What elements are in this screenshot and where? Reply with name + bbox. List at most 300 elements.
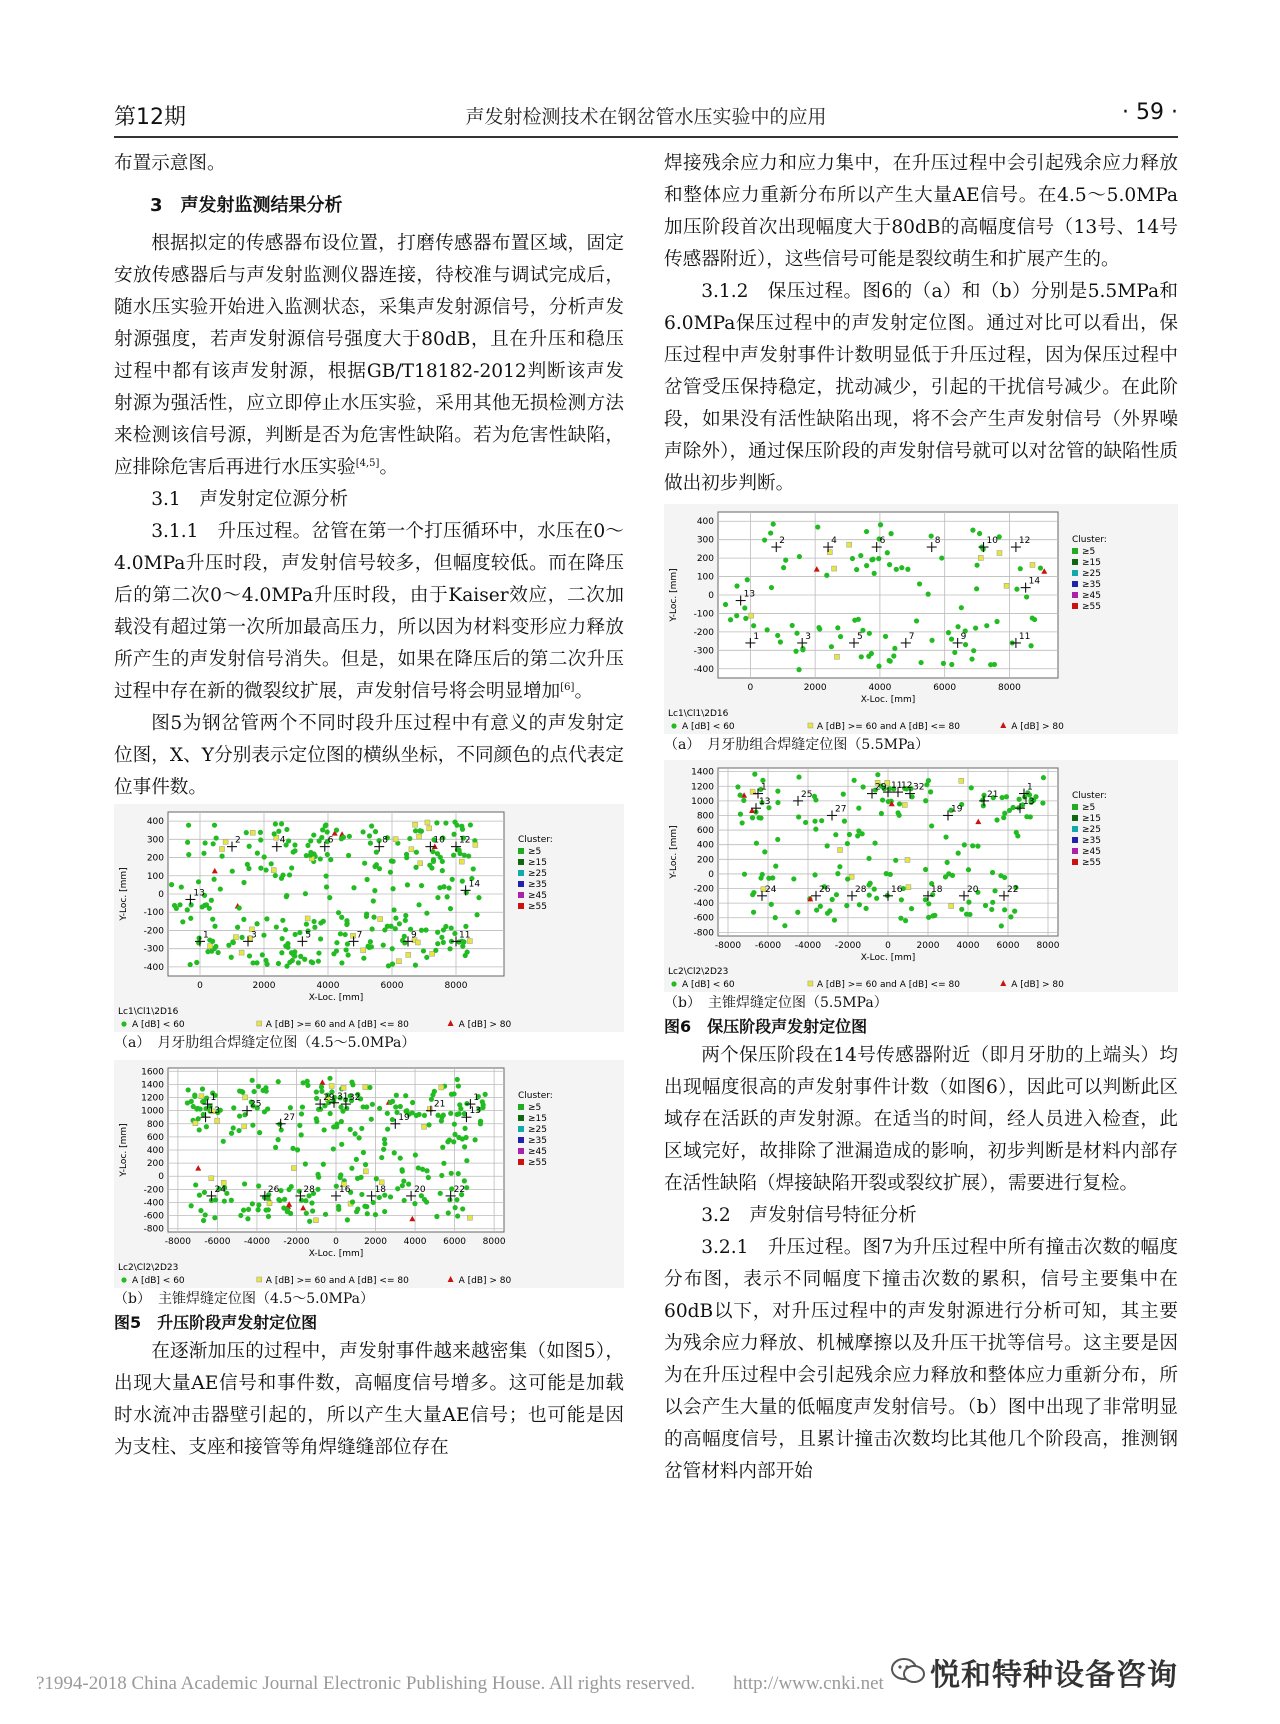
data-point-low (210, 939, 215, 944)
data-point-low (447, 946, 452, 951)
data-point-low (813, 827, 818, 832)
data-point-low (377, 1106, 382, 1111)
x-tick-label: -4000 (243, 1237, 271, 1247)
data-point-low (197, 1127, 202, 1132)
data-point-low (196, 1116, 201, 1121)
data-point-low (460, 879, 465, 884)
figure-5-title: 图5 升压阶段声发射定位图 (114, 1313, 318, 1332)
data-point-mid (208, 944, 213, 949)
sensor-label: 10 (433, 835, 445, 846)
data-point-low (1038, 565, 1043, 570)
data-point-low (273, 821, 278, 826)
data-point-low (858, 553, 863, 558)
data-point-low (230, 869, 235, 874)
sensor-label: 21 (433, 1099, 446, 1110)
data-point-low (242, 1181, 247, 1186)
data-point-low (204, 1124, 209, 1129)
data-point-low (250, 1123, 255, 1128)
x-tick-label: 2000 (803, 683, 827, 693)
chart-6a (664, 504, 1178, 734)
data-point-low (262, 854, 267, 859)
subsection-heading: 3.2 声发射信号特征分析 (701, 1205, 917, 1226)
data-point-mid (902, 802, 907, 807)
cluster-label: ≥25 (528, 1125, 547, 1135)
data-point-low (966, 867, 971, 872)
data-point-low (334, 1121, 339, 1126)
data-point-low (468, 822, 473, 827)
data-point-low (241, 917, 246, 922)
sensor-label: 12 (901, 781, 913, 792)
y-tick-label: -600 (693, 913, 714, 924)
data-point-low (795, 910, 800, 915)
data-point-low (424, 955, 429, 960)
data-point-low (169, 882, 174, 887)
data-point-low (742, 605, 747, 610)
data-point-low (403, 1093, 408, 1098)
data-point-low (926, 901, 931, 906)
data-point-low (279, 1127, 284, 1132)
data-point-low (818, 904, 823, 909)
cluster-label: ≥55 (528, 1158, 547, 1168)
data-point-low (390, 1117, 395, 1122)
data-point-low (314, 1096, 319, 1101)
data-point-low (280, 918, 285, 923)
y-tick-label: -200 (143, 926, 164, 937)
data-point-low (196, 879, 201, 884)
data-point-low (847, 832, 852, 837)
data-point-low (977, 531, 982, 536)
sensor-label: 5 (305, 930, 312, 941)
data-point-low (452, 931, 457, 936)
sensor-label: 8 (382, 835, 388, 846)
sensor-label: 19 (398, 1112, 410, 1123)
data-point-low (231, 940, 236, 945)
y-axis-label: Y-Loc. [mm] (669, 825, 679, 879)
data-point-low (390, 961, 395, 966)
data-point-low (775, 837, 780, 842)
x-tick-label: -2000 (834, 941, 862, 951)
data-point-low (371, 898, 376, 903)
y-tick-label: 1400 (141, 1080, 164, 1091)
data-point-low (238, 1213, 243, 1218)
data-point-low (334, 948, 339, 953)
issue-number: 第12期 (114, 105, 186, 130)
data-point-low (381, 943, 386, 948)
copyright-footer: ?1994-2018 China Academic Journal Electronic Publishing House. All rights reserved. http://www.cnki.net (36, 1673, 884, 1694)
data-point-low (285, 1209, 290, 1214)
data-point-low (320, 827, 325, 832)
data-point-low (351, 885, 356, 890)
data-point-low (372, 864, 377, 869)
legend-label: A [dB] >= 60 and A [dB] <= 80 (265, 1020, 409, 1030)
legend-marker-low (121, 1277, 126, 1282)
data-point-low (416, 902, 421, 907)
data-point-low (276, 961, 281, 966)
data-point-low (796, 667, 801, 672)
cluster-swatch (1072, 859, 1078, 865)
data-point-low (209, 949, 214, 954)
data-point-low (336, 910, 341, 915)
data-point-low (201, 1218, 206, 1223)
sensor-label: 22 (1007, 884, 1019, 895)
sensor-label: 29 (875, 782, 887, 793)
data-point-low (812, 819, 817, 824)
legend-marker-low (671, 723, 676, 728)
cluster-swatch (1072, 837, 1078, 843)
cluster-swatch (518, 903, 524, 909)
data-point-low (323, 1212, 328, 1217)
data-point-low (738, 812, 743, 817)
cluster-label: ≥35 (1082, 580, 1101, 590)
layer-label: Lc1\Cl1\2D16 (118, 1007, 179, 1017)
page-number: · 59 · (1122, 100, 1178, 125)
data-point-mid (363, 1085, 368, 1090)
data-point-mid (473, 842, 478, 847)
data-point-low (817, 626, 822, 631)
data-point-low (803, 820, 808, 825)
sensor-label: 6 (327, 835, 334, 846)
data-point-low (334, 940, 339, 945)
data-point-low (872, 887, 877, 892)
y-tick-label: 0 (158, 1172, 164, 1183)
data-point-low (950, 873, 955, 878)
data-point-low (410, 1100, 415, 1105)
data-point-low (1015, 833, 1020, 838)
data-point-low (348, 1127, 353, 1132)
data-point-low (872, 571, 877, 576)
data-point-low (201, 1099, 206, 1104)
sensor-label: 32 (913, 782, 925, 793)
data-point-low (758, 875, 763, 880)
data-point-low (256, 1183, 261, 1188)
sensor-label: 7 (356, 930, 363, 941)
data-point-low (864, 529, 869, 534)
data-point-low (796, 814, 801, 819)
data-point-mid (439, 1085, 444, 1090)
data-point-low (393, 916, 398, 921)
data-point-mid (467, 1215, 472, 1220)
data-point-low (273, 1145, 278, 1150)
data-point-low (819, 818, 824, 823)
data-point-low (209, 898, 214, 903)
sensor-label: 25 (801, 789, 813, 800)
data-point-low (451, 853, 456, 858)
paragraph: 3.1.2 保压过程。图6的（a）和（b）分别是5.5MPa和6.0MPa保压过程中的声发射定位图。通过对比可以看出，保压过程中声发射事件计数明显低于升压过程，因为保压过程中岔管受压保持稳定，扰动减少，引起的干扰信号减少。在此阶段，如果没有活性缺陷出现，将不会产生声发射信号（外界噪声除外），通过保压阶段的声发射信号就可以对岔管的缺陷性质做出初步判断。 (664, 281, 1178, 494)
data-point-low (437, 885, 442, 890)
sensor-label: 5 (857, 631, 863, 642)
data-point-low (880, 797, 885, 802)
data-point-low (244, 830, 249, 835)
data-point-mid (233, 935, 238, 940)
data-point-low (800, 647, 805, 652)
data-point-mid (997, 551, 1002, 556)
data-point-low (274, 924, 279, 929)
data-point-low (379, 1155, 384, 1160)
data-point-low (192, 1094, 197, 1099)
cluster-label: ≥55 (1082, 858, 1101, 868)
x-tick-label: 2000 (916, 941, 940, 951)
data-point-mid (427, 826, 432, 831)
legend-marker-mid (257, 1277, 262, 1282)
data-point-low (237, 1113, 242, 1118)
data-point-low (311, 919, 316, 924)
data-point-low (406, 1181, 411, 1186)
legend-marker-low (121, 1021, 126, 1026)
data-point-low (385, 1127, 390, 1132)
data-point-low (824, 573, 829, 578)
cluster-label: ≥25 (1082, 569, 1101, 579)
data-point-low (1024, 594, 1029, 599)
x-tick-label: 6000 (380, 981, 404, 991)
data-point-low (989, 907, 994, 912)
data-point-low (405, 882, 410, 887)
x-axis-label: X-Loc. [mm] (860, 953, 916, 963)
cluster-label: ≥45 (1082, 847, 1101, 857)
data-point-low (246, 866, 251, 871)
data-point-low (293, 932, 298, 937)
layer-label: Lc2\Cl2\2D23 (118, 1263, 179, 1273)
data-point-low (827, 908, 832, 913)
sensor-label: 2 (779, 536, 786, 547)
data-point-mid (1030, 562, 1035, 567)
data-point-low (844, 903, 849, 908)
legend-marker-mid (808, 981, 813, 986)
data-point-low (347, 834, 352, 839)
sensor-label: 28 (855, 884, 867, 895)
data-point-low (419, 928, 424, 933)
data-point-low (923, 867, 928, 872)
sensor-label: 18 (931, 884, 943, 895)
legend-label: A [dB] >= 60 and A [dB] <= 80 (816, 980, 960, 990)
data-point-low (923, 897, 928, 902)
data-point-low (194, 1106, 199, 1111)
data-point-low (453, 1205, 458, 1210)
data-point-low (179, 884, 184, 889)
x-tick-label: -8000 (714, 941, 742, 951)
data-point-low (781, 565, 786, 570)
sensor-label: 13 (469, 1106, 481, 1117)
data-point-low (360, 829, 365, 834)
data-point-low (426, 1175, 431, 1180)
data-point-low (990, 870, 995, 875)
data-point-low (229, 1131, 234, 1136)
data-point-low (462, 1178, 467, 1183)
data-point-mid (242, 1124, 247, 1129)
data-point-low (447, 885, 452, 890)
data-point-low (471, 866, 476, 871)
data-point-low (345, 941, 350, 946)
sensor-label: 1 (473, 1093, 480, 1104)
chart-5b (114, 1060, 624, 1288)
data-point-low (738, 793, 743, 798)
data-point-low (434, 1214, 439, 1219)
wechat-icon (890, 1656, 926, 1686)
x-tick-label: -2000 (283, 1237, 310, 1247)
data-point-low (1040, 800, 1045, 805)
y-tick-label: -800 (143, 1224, 164, 1235)
sensor-label: 2 (235, 835, 241, 846)
data-point-low (946, 630, 951, 635)
data-point-low (374, 850, 379, 855)
sensor-label: 6 (879, 536, 886, 547)
data-point-low (423, 927, 428, 932)
sensor-label: 11 (891, 781, 903, 792)
data-point-low (211, 841, 216, 846)
data-point-mid (305, 916, 310, 921)
sensor-label: 3 (805, 631, 811, 642)
data-point-low (212, 1215, 217, 1220)
data-point-low (465, 949, 470, 954)
data-point-low (723, 602, 728, 607)
data-point-low (926, 915, 931, 920)
data-point-low (441, 940, 446, 945)
data-point-mid (341, 1085, 346, 1090)
data-point-low (768, 530, 773, 535)
subsection-heading: 3.1 声发射定位源分析 (151, 489, 349, 510)
data-point-low (250, 1078, 255, 1083)
data-point-low (237, 905, 242, 910)
data-point-low (301, 1080, 306, 1085)
x-tick-label: 0 (333, 1237, 339, 1247)
data-point-low (754, 841, 759, 846)
y-tick-label: 1600 (141, 1067, 164, 1078)
data-point-low (434, 820, 439, 825)
data-point-low (345, 1217, 350, 1222)
cluster-label: ≥45 (1082, 591, 1101, 601)
data-point-low (778, 639, 783, 644)
data-point-low (974, 586, 979, 591)
data-point-low (974, 563, 979, 568)
data-point-low (371, 915, 376, 920)
cluster-label: ≥35 (528, 1136, 547, 1146)
data-point-low (349, 1166, 354, 1171)
data-point-low (449, 1092, 454, 1097)
data-point-low (852, 778, 857, 783)
sensor-label: 9 (960, 631, 967, 642)
data-point-low (422, 1113, 427, 1118)
data-point-mid (220, 846, 225, 851)
data-point-low (850, 556, 855, 561)
data-point-mid (834, 654, 839, 659)
data-point-low (318, 856, 323, 861)
data-point-low (878, 522, 883, 527)
data-point-mid (223, 839, 228, 844)
cluster-swatch (518, 1126, 524, 1132)
data-point-low (994, 817, 999, 822)
data-point-low (314, 1089, 319, 1094)
y-tick-label: 200 (696, 855, 714, 866)
data-point-low (889, 531, 894, 536)
sensor-label: 13 (193, 888, 205, 899)
sensor-label: 1 (203, 930, 209, 941)
data-point-low (455, 1213, 460, 1218)
data-point-low (322, 1127, 327, 1132)
data-point-low (949, 662, 954, 667)
data-point-low (254, 921, 259, 926)
data-point-low (339, 1142, 344, 1147)
data-point-low (876, 664, 881, 669)
data-point-low (203, 1212, 208, 1217)
data-point-low (287, 872, 292, 877)
legend-marker-mid (257, 1021, 262, 1026)
data-point-low (361, 1104, 366, 1109)
data-point-low (397, 921, 402, 926)
data-point-low (782, 923, 787, 928)
data-point-low (994, 619, 999, 624)
data-point-low (359, 1192, 364, 1197)
data-point-low (315, 1172, 320, 1177)
data-point-low (373, 829, 378, 834)
data-point-low (854, 567, 859, 572)
sensor-label: 28 (303, 1184, 315, 1195)
data-point-low (263, 1207, 268, 1212)
data-point-low (365, 1211, 370, 1216)
data-point-low (400, 1183, 405, 1188)
data-point-low (1002, 875, 1007, 880)
sensor-label: 12 (459, 835, 471, 846)
x-tick-label: -8000 (164, 1237, 191, 1247)
cluster-legend-title: Cluster: (1072, 535, 1107, 545)
data-point-low (885, 550, 890, 555)
data-point-low (394, 1093, 399, 1098)
data-point-low (279, 950, 284, 955)
data-point-mid (393, 837, 398, 842)
data-point-low (219, 854, 224, 859)
sensor-label: 3 (251, 930, 257, 941)
data-point-low (918, 660, 923, 665)
data-point-low (899, 565, 904, 570)
data-point-low (440, 1145, 445, 1150)
data-point-low (316, 959, 321, 964)
y-tick-label: 800 (696, 811, 714, 822)
data-point-low (272, 831, 277, 836)
data-point-low (750, 815, 755, 820)
data-point-low (855, 833, 860, 838)
data-point-low (775, 800, 780, 805)
data-point-low (876, 556, 881, 561)
cluster-swatch (518, 881, 524, 887)
paragraph: 3.2.1 升压过程。图7为升压过程中所有撞击次数的幅度分布图，表示不同幅度下撞击次数的累积，信号主要集中在60dB以下，对升压过程中的声发射源进行分析可知，其主要为残余应力释放、机械摩擦以及升压干扰等信号。这主要是因为在升压过程中会引起残余应力释放和整体应力重新分布，所以会产生大量的低幅度声发射信号。（b）图中出现了非常明显的高幅度信号，且累计撞击次数均比其他几个阶段高，推测钢岔管材料内部开始 (664, 1237, 1178, 1482)
data-point-low (973, 625, 978, 630)
sensor-label: 14 (468, 879, 481, 890)
data-point-low (344, 947, 349, 952)
cluster-swatch (1072, 804, 1078, 810)
cluster-swatch (1072, 603, 1078, 609)
data-point-low (952, 650, 957, 655)
data-point-low (260, 952, 265, 957)
data-point-low (275, 1137, 280, 1142)
data-point-low (454, 823, 459, 828)
data-point-low (419, 829, 424, 834)
cluster-label: ≥5 (528, 847, 542, 857)
data-point-mid (215, 1118, 220, 1123)
data-point-low (180, 919, 185, 924)
data-point-low (312, 925, 317, 930)
x-tick-label: 4000 (316, 981, 340, 991)
data-point-low (433, 948, 438, 953)
data-point-low (316, 950, 321, 955)
data-point-low (422, 1197, 427, 1202)
data-point-low (462, 1126, 467, 1131)
x-tick-label: 6000 (933, 683, 957, 693)
data-point-low (446, 1210, 451, 1215)
y-tick-label: -200 (693, 884, 714, 895)
figure-5a (114, 804, 624, 1054)
data-point-low (899, 897, 904, 902)
legend-marker-mid (808, 723, 813, 728)
data-point-low (752, 772, 757, 777)
data-point-mid (291, 1166, 296, 1171)
